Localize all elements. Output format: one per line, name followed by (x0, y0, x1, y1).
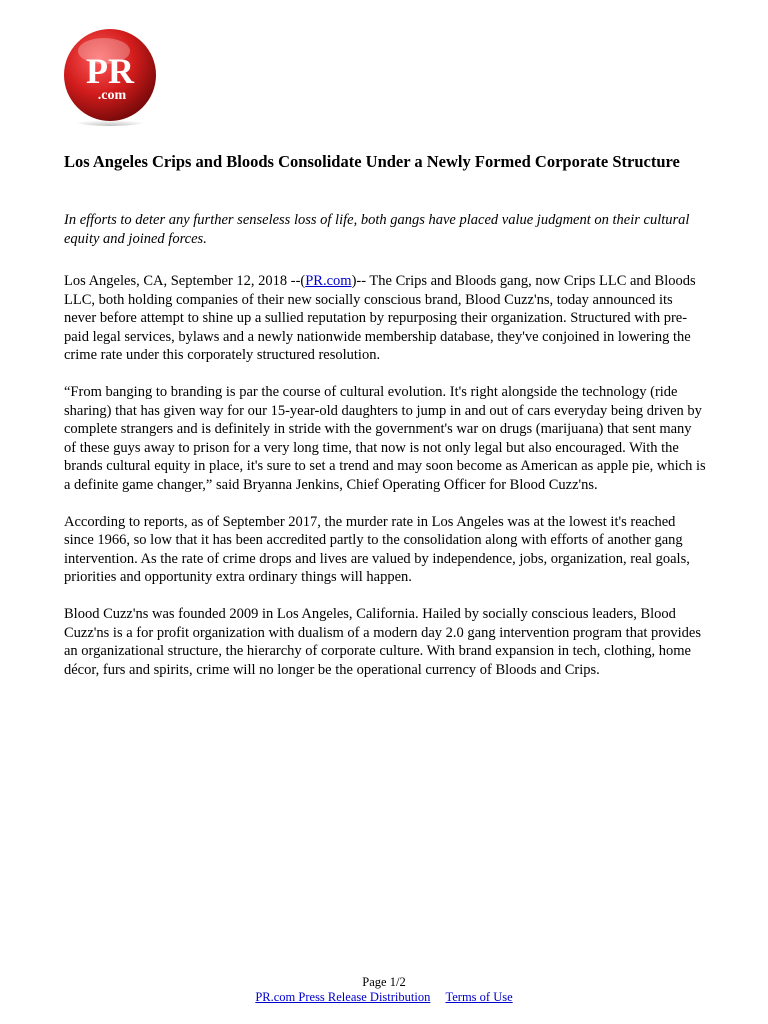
logo-icon (60, 27, 160, 127)
paragraph-1-lead: Los Angeles, CA, September 12, 2018 --( (64, 273, 306, 289)
paragraph-1-rest: )-- The Crips and Bloods gang, now Crips LLC and Bloods LLC, both holding companies of their new socially conscious brand, Blood Cuzz'ns, today announced its never before attempt to shine up a sullied reputation by repurposing their organization. Structured with pre-paid legal services, bylaws and a newly nationwide membership database, they've conjoined in lowering the crime rate under this corporately structured resolution. (64, 273, 696, 363)
logo-text-main: PR (86, 51, 134, 91)
body-paragraph-4: Blood Cuzz'ns was founded 2009 in Los Angeles, California. Hailed by socially conscious leaders, Blood Cuzz'ns is a for profit organization with dualism of a modern day 2.0 gang intervention program that provides an organizational structure, the hierarchy of corporate culture. With brand expansion in tech, clothing, home décor, furs and spirits, crime will no longer be the operational currency of Bloods and Crips. (64, 606, 701, 678)
terms-of-use-link[interactable]: Terms of Use (445, 990, 513, 1004)
body-paragraph-2: “From banging to branding is par the course of cultural evolution. It's right alongside the technology (ride sharing) that has given way for our 15-year-old daughters to jump in and out of cars everyday being driven by complete strangers and is definitely in stride with the government's war on drugs (marijuana) that sent many of these guys away to prison for a very long time, that now is not only legal but also encouraged. With the brands cultural equity in place, it's sure to set a trend and may soon become as American as apple pie, which is a definite game changer,” said Bryanna Jenkins, Chief Operating Officer for Blood Cuzz'ns. (64, 384, 706, 493)
release-body (64, 272, 706, 698)
body-paragraph-3: According to reports, as of September 2017, the murder rate in Los Angeles was at the lowest it's reached since 1966, so low that it has been accredited partly to the consolidation along with efforts of another gang intervention. As the rate of crime drops and lives are valued by independence, jobs, organization, real goals, priorities and opportunity extra ordinary things will happen. (64, 513, 690, 585)
footer-links (0, 990, 768, 1005)
release-title: Los Angeles Crips and Bloods Consolidate Under a Newly Formed Corporate Structure (64, 152, 680, 171)
page-footer (0, 975, 768, 1005)
pr-com-logo (60, 27, 160, 127)
page-number: Page 1/2 (362, 975, 406, 989)
pr-com-link[interactable]: PR.com (305, 273, 352, 289)
distribution-link[interactable]: PR.com Press Release Distribution (255, 990, 431, 1004)
body-paragraph-1 (64, 272, 706, 365)
logo-text-sub: .com (97, 88, 127, 103)
release-summary: In efforts to deter any further senseless loss of life, both gangs have placed value judgment on their cultural equity and joined forces. (64, 212, 690, 247)
